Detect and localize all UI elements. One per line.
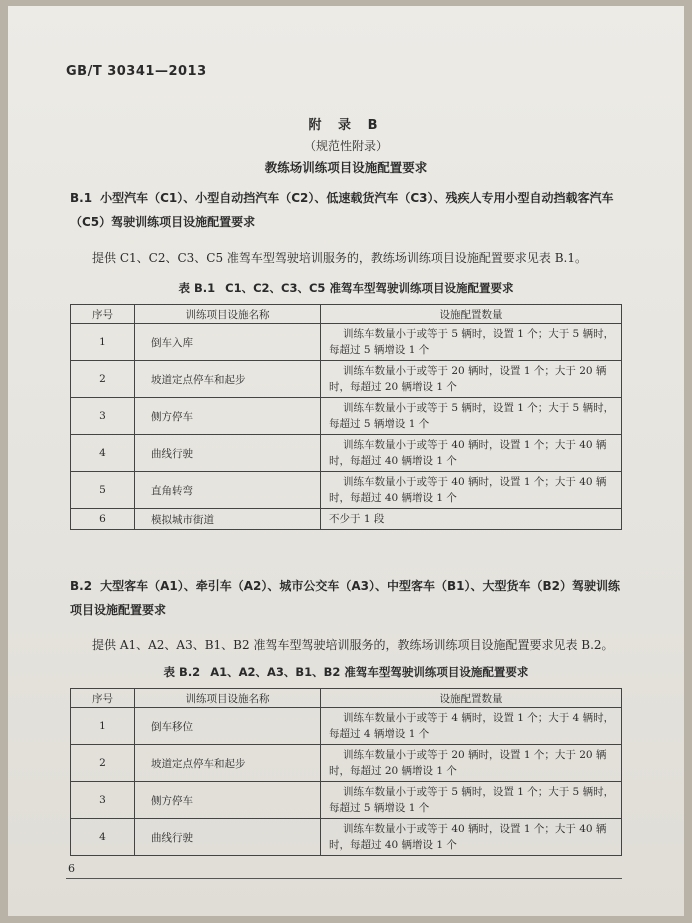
- facility-requirement-text: 训练车数量小于或等于 20 辆时，设置 1 个；大于 20 辆时，每超过 20 辆增设 1 个: [329, 365, 607, 393]
- facility-name: 坡道定点停车和起步: [135, 361, 321, 398]
- table-row: [71, 324, 622, 361]
- facility-requirement-text: 训练车数量小于或等于 40 辆时，设置 1 个；大于 40 辆时，每超过 40 辆增设 1 个: [329, 439, 607, 467]
- section-b1-number: B.1: [70, 191, 93, 205]
- table-b2-header-row: [71, 689, 622, 708]
- facility-requirement-text: 训练车数量小于或等于 5 辆时，设置 1 个；大于 5 辆时，每超过 5 辆增设 1 个: [329, 402, 615, 430]
- table-b2-caption-text: A1、A2、A3、B1、B2 准驾车型驾驶训练项目设施配置要求: [210, 665, 529, 679]
- facility-requirement-text: 训练车数量小于或等于 40 辆时，设置 1 个；大于 40 辆时，每超过 40 辆增设 1 个: [329, 476, 607, 504]
- table-row: [71, 782, 622, 819]
- table-row: [71, 509, 622, 530]
- section-b1-title-text: 小型汽车（C1）、小型自动挡汽车（C2）、低速载货汽车（C3）、残疾人专用小型自动挡载客汽车（C5）驾驶训练项目设施配置要求: [70, 191, 614, 229]
- appendix-title: 附 录 B: [308, 118, 384, 133]
- facility-requirement-text: 训练车数量小于或等于 5 辆时，设置 1 个；大于 5 辆时，每超过 5 辆增设 1 个: [329, 328, 615, 356]
- facility-name: 坡道定点停车和起步: [135, 745, 321, 782]
- table-b1-header-row: [71, 305, 622, 324]
- facility-requirement-text: 训练车数量小于或等于 4 辆时，设置 1 个；大于 4 辆时，每超过 4 辆增设 1 个: [329, 712, 615, 740]
- table-row: [71, 435, 622, 472]
- facility-name: 曲线行驶: [135, 435, 321, 472]
- facility-name: 倒车移位: [135, 708, 321, 745]
- table-b2-header-no: 序号: [71, 689, 135, 708]
- facility-requirement: [321, 708, 622, 745]
- table-b2: [70, 688, 622, 856]
- table-row: [71, 819, 622, 856]
- table-b1-header-req: 设施配置数量: [321, 305, 622, 324]
- table-b2-caption: [8, 664, 684, 680]
- standard-code: GB/T 30341—2013: [66, 64, 207, 79]
- table-b2-header-req: 设施配置数量: [321, 689, 622, 708]
- table-b1-header-no: 序号: [71, 305, 135, 324]
- table-row: [71, 745, 622, 782]
- table-b2-caption-number: 表 B.2: [163, 665, 201, 679]
- facility-requirement-text: 不少于 1 段: [329, 513, 385, 525]
- footer-rule: [66, 878, 622, 879]
- section-b2-paragraph: 提供 A1、A2、A3、B1、B2 准驾车型驾驶培训服务的，教练场训练项目设施配置要求见表 B.2。: [92, 638, 614, 652]
- facility-requirement-text: 训练车数量小于或等于 40 辆时，设置 1 个；大于 40 辆时，每超过 40 辆增设 1 个: [329, 823, 607, 851]
- facility-requirement: [321, 435, 622, 472]
- row-number: 5: [71, 472, 135, 509]
- page-number: 6: [68, 862, 75, 875]
- section-b2-title: [70, 574, 622, 622]
- row-number: 6: [71, 509, 135, 530]
- table-b2-header-name: 训练项目设施名称: [135, 689, 321, 708]
- table-b1-caption: [8, 280, 684, 296]
- table-row: [71, 472, 622, 509]
- section-b2-title-text: 大型客车（A1）、牵引车（A2）、城市公交车（A3）、中型客车（B1）、大型货车（B2）驾驶训练项目设施配置要求: [70, 579, 620, 617]
- section-b1-title: [70, 186, 622, 234]
- table-row: [71, 398, 622, 435]
- section-b2-number: B.2: [70, 579, 93, 593]
- facility-name: 侧方停车: [135, 782, 321, 819]
- facility-requirement-text: 训练车数量小于或等于 5 辆时，设置 1 个；大于 5 辆时，每超过 5 辆增设 1 个: [329, 786, 615, 814]
- table-b1: [70, 304, 622, 530]
- facility-requirement: [321, 324, 622, 361]
- appendix-heading: 教练场训练项目设施配置要求: [264, 160, 428, 175]
- row-number: 4: [71, 435, 135, 472]
- table-b1-caption-number: 表 B.1: [178, 281, 216, 295]
- facility-requirement: [321, 472, 622, 509]
- facility-requirement: [321, 398, 622, 435]
- row-number: 3: [71, 782, 135, 819]
- row-number: 4: [71, 819, 135, 856]
- table-b1-caption-text: C1、C2、C3、C5 准驾车型驾驶训练项目设施配置要求: [225, 281, 514, 295]
- table-row: [71, 708, 622, 745]
- facility-requirement: [321, 745, 622, 782]
- table-b1-header-name: 训练项目设施名称: [135, 305, 321, 324]
- facility-requirement: [321, 509, 622, 530]
- row-number: 2: [71, 361, 135, 398]
- row-number: 1: [71, 324, 135, 361]
- facility-requirement: [321, 819, 622, 856]
- facility-requirement: [321, 782, 622, 819]
- row-number: 2: [71, 745, 135, 782]
- row-number: 1: [71, 708, 135, 745]
- facility-requirement: [321, 361, 622, 398]
- facility-name: 模拟城市街道: [135, 509, 321, 530]
- document-page: [8, 6, 684, 916]
- facility-name: 曲线行驶: [135, 819, 321, 856]
- facility-name: 倒车入库: [135, 324, 321, 361]
- facility-name: 直角转弯: [135, 472, 321, 509]
- facility-name: 侧方停车: [135, 398, 321, 435]
- section-b1-paragraph: 提供 C1、C2、C3、C5 准驾车型驾驶培训服务的，教练场训练项目设施配置要求见表 B.1。: [92, 251, 587, 265]
- appendix-subtitle: （规范性附录）: [303, 139, 388, 153]
- table-row: [71, 361, 622, 398]
- row-number: 3: [71, 398, 135, 435]
- facility-requirement-text: 训练车数量小于或等于 20 辆时，设置 1 个；大于 20 辆时，每超过 20 辆增设 1 个: [329, 749, 607, 777]
